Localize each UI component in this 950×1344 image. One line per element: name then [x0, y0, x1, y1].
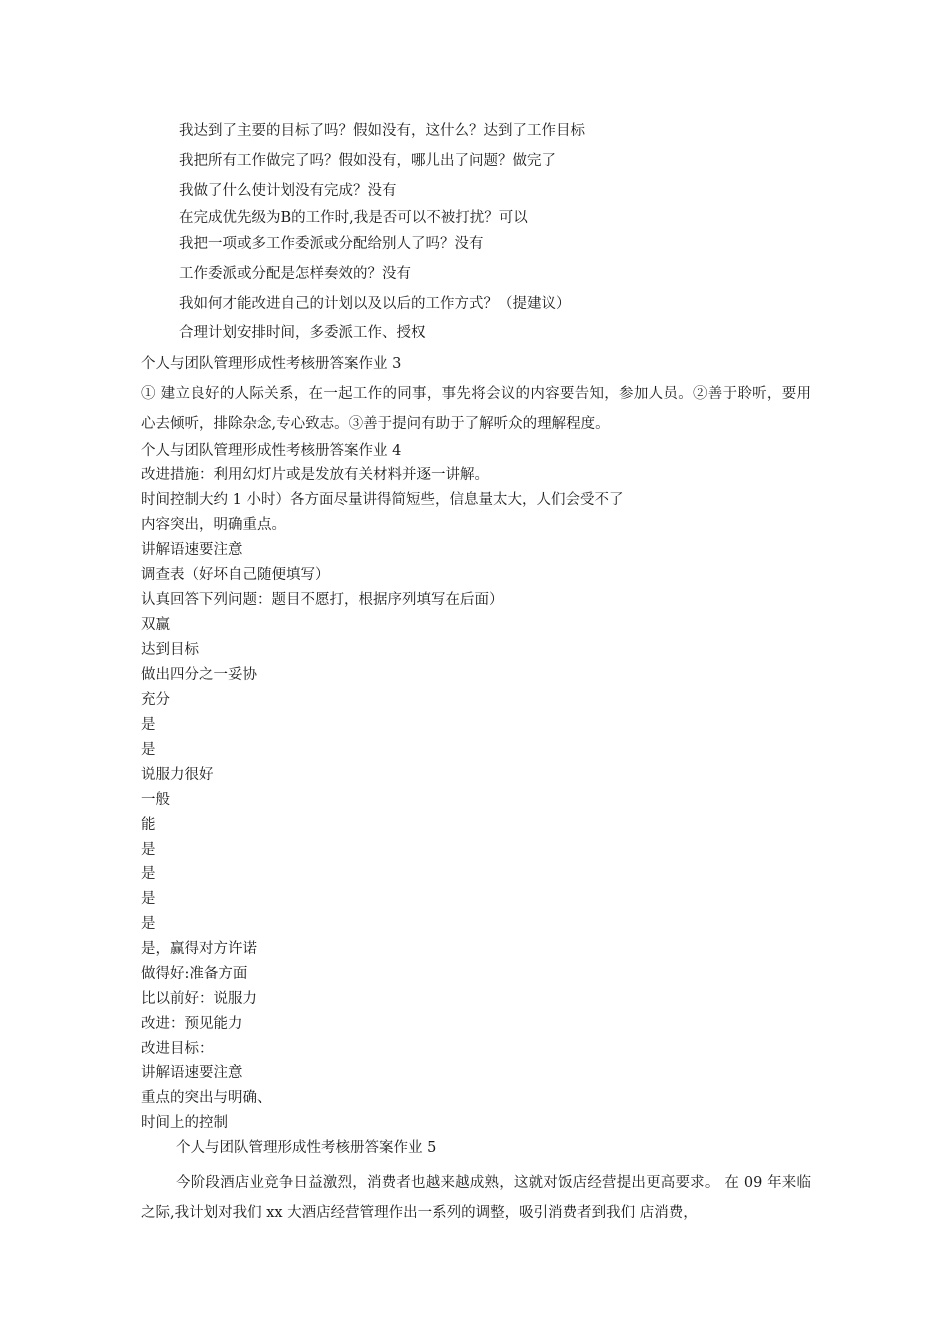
hw4-line: 是: [141, 717, 156, 733]
checklist-item: 我把所有工作做完了吗？假如没有，哪儿出了问题？做完了: [179, 153, 556, 169]
section-title-hw4: 个人与团队管理形成性考核册答案作业 4: [141, 443, 402, 459]
section-title-hw3: 个人与团队管理形成性考核册答案作业 3: [141, 356, 402, 372]
hw4-line: 讲解语速要注意: [141, 1065, 243, 1081]
hw4-line: 是: [141, 891, 156, 907]
hw4-line: 改进：预见能力: [141, 1016, 243, 1032]
section-title-hw5: 个人与团队管理形成性考核册答案作业 5: [176, 1140, 437, 1156]
hw4-line: 说服力很好: [141, 767, 214, 783]
hw4-line: 比以前好：说服力: [141, 991, 257, 1007]
hw4-line: 双赢: [141, 617, 170, 633]
hw4-line: 时间上的控制: [141, 1115, 228, 1131]
hw4-line: 调查表（好坏自己随便填写）: [141, 567, 330, 583]
hw4-line: 充分: [141, 692, 170, 708]
checklist-item: 工作委派或分配是怎样奏效的？没有: [179, 266, 411, 282]
checklist-item: 在完成优先级为B的工作时,我是否可以不被打扰？可以: [179, 210, 528, 226]
hw4-line: 是: [141, 742, 156, 758]
hw4-line: 是: [141, 916, 156, 932]
hw4-line: 是: [141, 842, 156, 858]
hw4-line: 一般: [141, 792, 170, 808]
hw4-line: 是，赢得对方许诺: [141, 941, 257, 957]
checklist-item: 我达到了主要的目标了吗？假如没有，这什么？达到了工作目标: [179, 123, 585, 139]
hw4-line: 内容突出，明确重点。: [141, 517, 286, 533]
hw3-body: ① 建立良好的人际关系，在一起工作的同事，事先将会议的内容要告知，参加人员。②善于聆听，要用心去倾听，排除杂念,专心致志。③善于提问有助于了解听众的理解程度。: [141, 386, 811, 432]
hw4-line: 是: [141, 866, 156, 882]
hw4-line: 做得好:准备方面: [141, 966, 248, 982]
checklist-item: 我如何才能改进自己的计划以及以后的工作方式？（提建议）: [179, 296, 571, 312]
hw4-line: 改进措施：利用幻灯片或是发放有关材料并逐一讲解。: [141, 467, 489, 483]
hw4-line: 重点的突出与明确、: [141, 1090, 272, 1106]
hw4-line: 改进目标：: [141, 1041, 214, 1057]
hw5-body: 今阶段酒店业竞争日益激烈，消费者也越来越成熟，这就对饭店经营提出更高要求。 在 09 年来临之际,我计划对我们 xx 大酒店经营管理作出一系列的调整，吸引消费者到我们 店消费，: [141, 1175, 811, 1221]
checklist-item: 我做了什么使计划没有完成？没有: [179, 183, 397, 199]
hw4-line: 认真回答下列问题：题目不愿打，根据序列填写在后面）: [141, 592, 504, 608]
hw4-line: 能: [141, 817, 156, 833]
checklist-item: 我把一项或多工作委派或分配给别人了吗？没有: [179, 236, 484, 252]
hw4-line: 做出四分之一妥协: [141, 667, 257, 683]
hw4-line: 时间控制大约 1 小时）各方面尽量讲得简短些，信息量太大，人们会受不了: [141, 492, 624, 508]
hw4-line: 讲解语速要注意: [141, 542, 243, 558]
checklist-item: 合理计划安排时间，多委派工作、授权: [179, 325, 426, 341]
hw4-line: 达到目标: [141, 642, 199, 658]
